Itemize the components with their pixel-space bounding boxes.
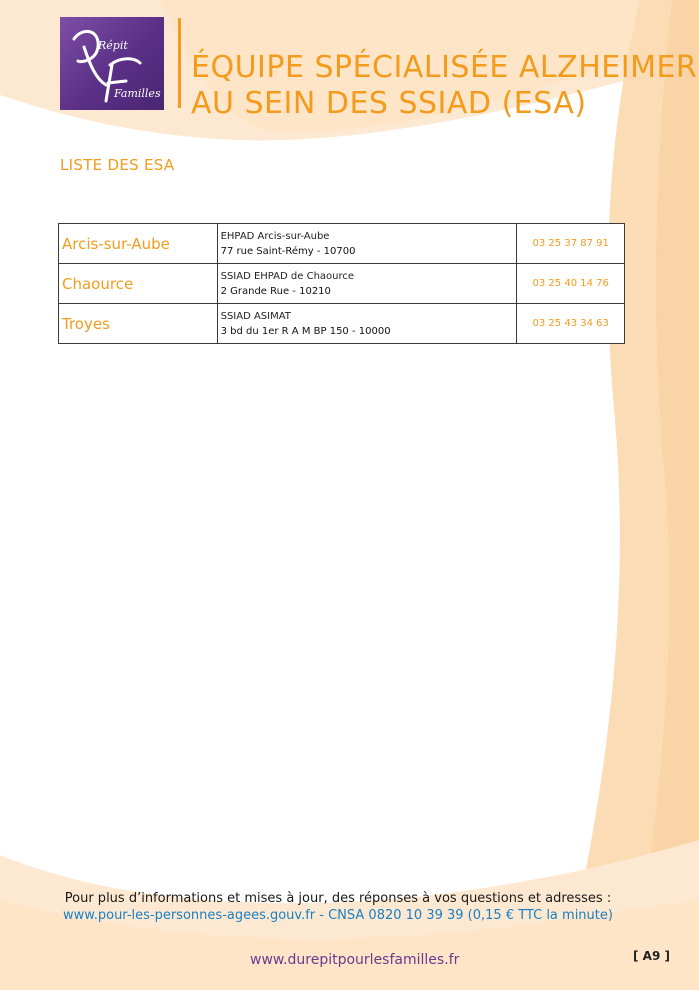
address-cell	[217, 264, 517, 304]
city-cell: Arcis-sur-Aube	[59, 224, 218, 264]
website-link[interactable]: www.durepitpourlesfamilles.fr	[250, 952, 460, 968]
section-title: LISTE DES ESA	[60, 156, 175, 174]
phone-cell: 03 25 37 87 91	[517, 224, 625, 264]
phone-cell: 03 25 43 34 63	[517, 304, 625, 344]
table-row	[59, 304, 625, 344]
page-title-line2: AU SEIN DES SSIAD (ESA)	[191, 86, 587, 122]
logo-mark-icon	[60, 17, 164, 110]
page-title	[191, 50, 698, 122]
title-divider	[178, 18, 181, 108]
page-number: [ A9 ]	[633, 949, 670, 963]
logo-text-line1: Répit	[98, 39, 128, 52]
facility-street: 2 Grande Rue - 10210	[220, 285, 331, 297]
facility-name: SSIAD ASIMAT	[220, 310, 291, 322]
logo	[60, 17, 164, 110]
footer-info-link[interactable]: www.pour-les-personnes-agees.gouv.fr - CNSA 0820 10 39 39 (0,15 € TTC la minute)	[63, 908, 613, 923]
facility-street: 77 rue Saint-Rémy - 10700	[220, 245, 356, 257]
footer-info	[0, 890, 676, 924]
logo-text-line2: Familles	[114, 87, 161, 100]
footer-info-text: Pour plus d’informations et mises à jour, des réponses à vos questions et adresses :	[64, 891, 612, 906]
city-cell: Troyes	[59, 304, 218, 344]
address-cell	[217, 304, 517, 344]
facility-name: SSIAD EHPAD de Chaource	[220, 270, 355, 282]
address-cell	[217, 224, 517, 264]
esa-table	[58, 223, 625, 344]
page-title-line1: ÉQUIPE SPÉCIALISÉE ALZHEIMER	[191, 50, 698, 86]
phone-cell: 03 25 40 14 76	[517, 264, 625, 304]
table-row	[59, 224, 625, 264]
facility-street: 3 bd du 1er R A M BP 150 - 10000	[220, 325, 391, 337]
facility-name: EHPAD Arcis-sur-Aube	[220, 230, 330, 242]
city-cell: Chaource	[59, 264, 218, 304]
table-row	[59, 264, 625, 304]
